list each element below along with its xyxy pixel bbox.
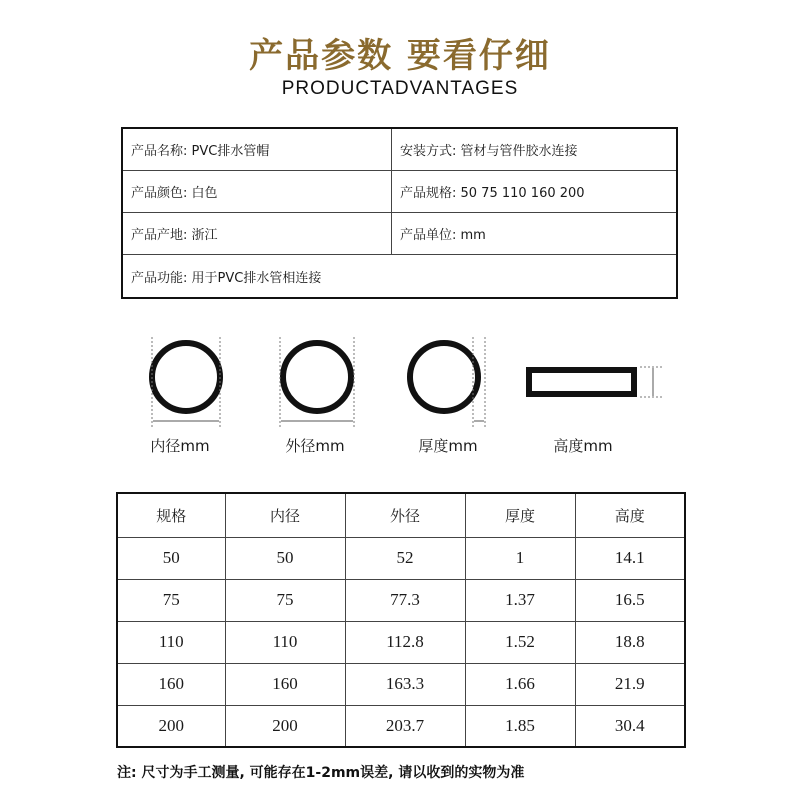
info-row xyxy=(123,129,676,171)
thickness-icon xyxy=(410,337,485,427)
product-origin: 产品产地: 浙江 xyxy=(123,213,392,254)
cell-height: 14.1 xyxy=(575,537,685,579)
product-info-table xyxy=(121,127,678,299)
cell-outer: 163.3 xyxy=(345,663,465,705)
dimension-diagrams xyxy=(0,335,800,465)
product-color: 产品颜色: 白色 xyxy=(123,171,392,212)
table-row xyxy=(117,579,685,621)
product-name: 产品名称: PVC排水管帽 xyxy=(123,129,392,170)
info-row xyxy=(123,213,676,255)
table-row xyxy=(117,705,685,747)
inner-diameter-label: 内径mm xyxy=(150,437,210,455)
cell-inner: 110 xyxy=(225,621,345,663)
cell-outer: 52 xyxy=(345,537,465,579)
outer-diameter-icon xyxy=(280,337,354,427)
height-label: 高度mm xyxy=(553,437,613,455)
cell-thickness: 1.52 xyxy=(465,621,575,663)
cell-height: 16.5 xyxy=(575,579,685,621)
cell-thickness: 1.37 xyxy=(465,579,575,621)
cell-inner: 200 xyxy=(225,705,345,747)
table-row xyxy=(117,537,685,579)
header-spec: 规格 xyxy=(117,493,225,537)
product-function: 产品功能: 用于PVC排水管相连接 xyxy=(131,270,322,286)
product-spec: 产品规格: 50 75 110 160 200 xyxy=(400,186,585,201)
cell-thickness: 1.85 xyxy=(465,705,575,747)
cell-thickness: 1 xyxy=(465,537,575,579)
install-method: 安装方式: 管材与管件胶水连接 xyxy=(400,144,578,159)
spec-table xyxy=(116,492,686,748)
height-icon xyxy=(529,367,662,397)
table-row xyxy=(117,621,685,663)
header-thickness: 厚度 xyxy=(465,493,575,537)
page-title: 产品参数 要看仔细 xyxy=(249,36,551,76)
header-outer-diameter: 外径 xyxy=(345,493,465,537)
cell-spec: 75 xyxy=(117,579,225,621)
spec-header-row xyxy=(117,493,685,537)
cell-inner: 75 xyxy=(225,579,345,621)
header-inner-diameter: 内径 xyxy=(225,493,345,537)
header-height: 高度 xyxy=(575,493,685,537)
cell-spec: 110 xyxy=(117,621,225,663)
cell-outer: 112.8 xyxy=(345,621,465,663)
cell-thickness: 1.66 xyxy=(465,663,575,705)
page-subtitle: PRODUCTADVANTAGES xyxy=(281,78,519,99)
dimension-diagram-graphics xyxy=(0,335,800,435)
thickness-label: 厚度mm xyxy=(418,437,478,455)
cell-inner: 160 xyxy=(225,663,345,705)
table-row xyxy=(117,663,685,705)
inner-diameter-icon xyxy=(152,337,220,427)
measurement-note: 注: 尺寸为手工测量, 可能存在1-2mm误差, 请以收到的实物为准 xyxy=(117,765,525,781)
cell-height: 30.4 xyxy=(575,705,685,747)
cell-height: 18.8 xyxy=(575,621,685,663)
info-row xyxy=(123,171,676,213)
cell-spec: 160 xyxy=(117,663,225,705)
cell-inner: 50 xyxy=(225,537,345,579)
outer-diameter-label: 外径mm xyxy=(285,437,345,455)
cell-outer: 203.7 xyxy=(345,705,465,747)
cell-spec: 200 xyxy=(117,705,225,747)
product-unit: 产品单位: mm xyxy=(400,228,486,243)
cell-spec: 50 xyxy=(117,537,225,579)
cell-outer: 77.3 xyxy=(345,579,465,621)
cell-height: 21.9 xyxy=(575,663,685,705)
info-row xyxy=(123,255,676,297)
